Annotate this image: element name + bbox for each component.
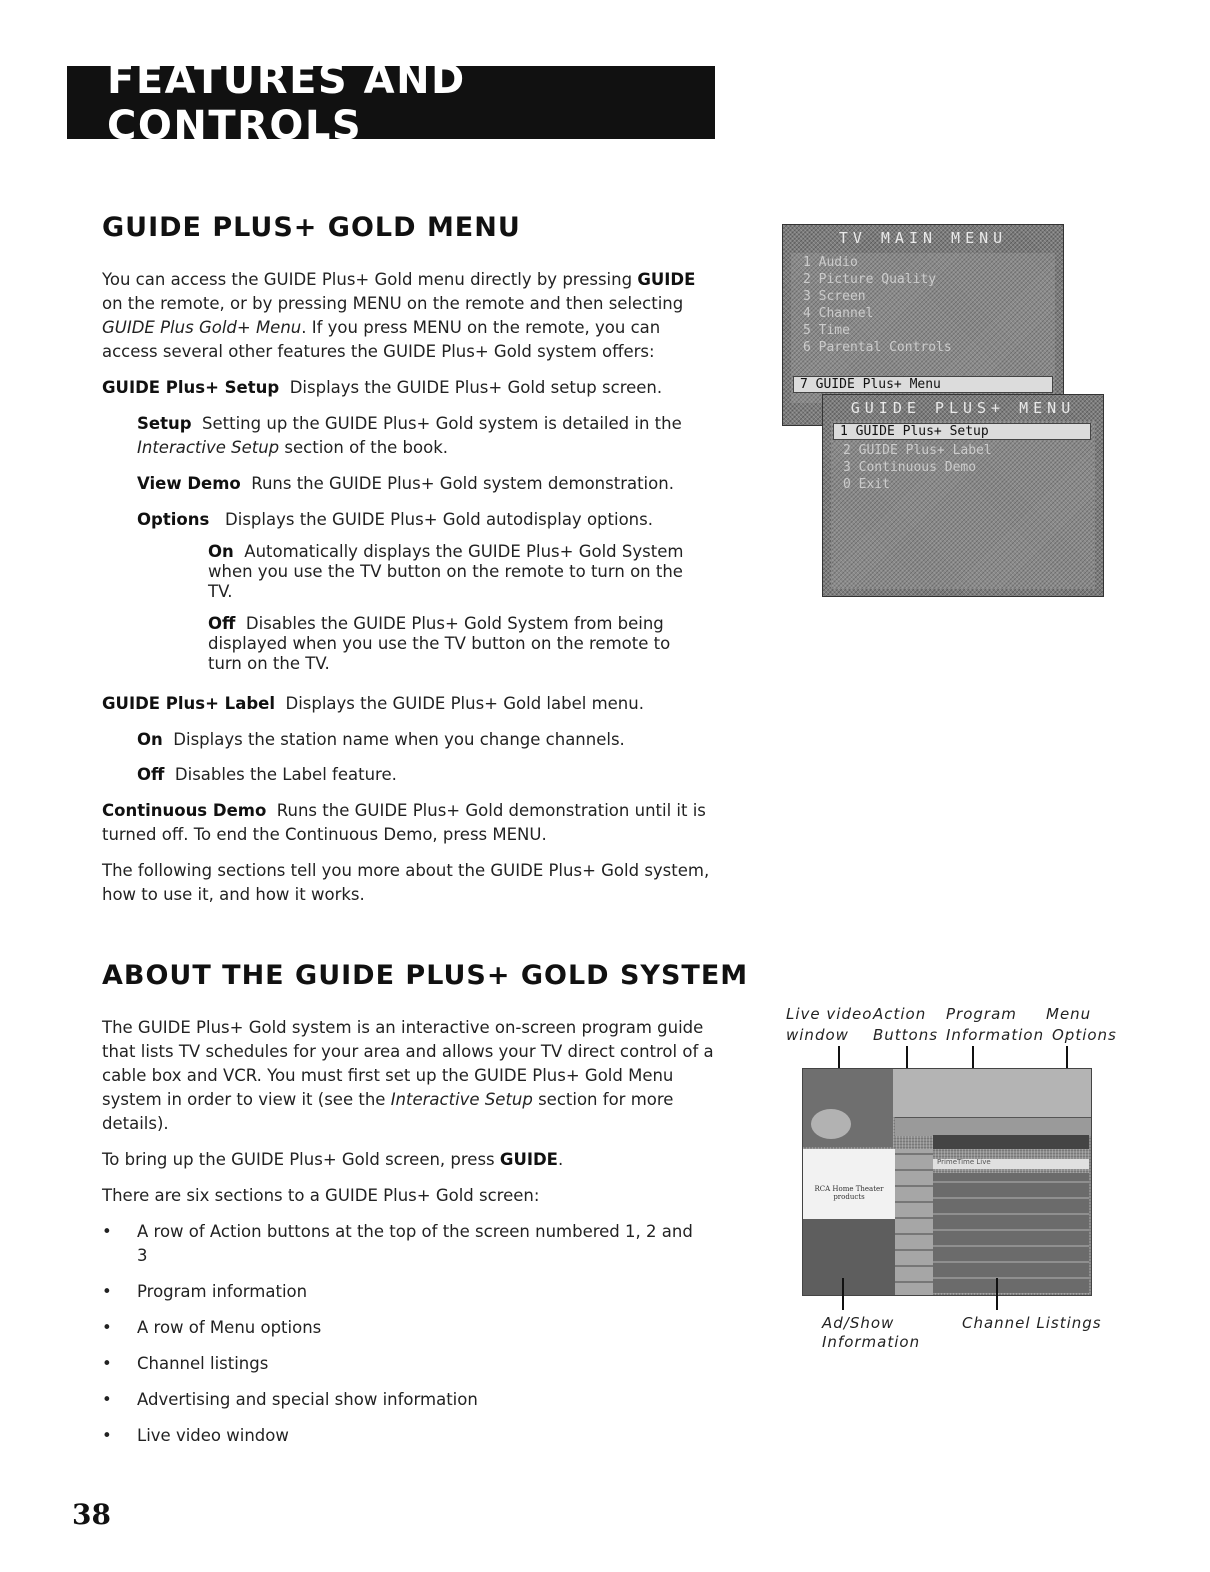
program-information-area [893, 1069, 1092, 1117]
channel-column [895, 1149, 933, 1296]
setup-sub-item: Setup Setting up the GUIDE Plus+ Gold system is detailed in the Interactive Setup section of the book. [137, 414, 682, 457]
label-information: Information [946, 1026, 1045, 1044]
label-off-item: Off Disables the Label feature. [137, 765, 397, 784]
bullet-icon: • [102, 1282, 112, 1301]
guide-plus-screenshot [802, 1068, 1092, 1296]
label-ad-show: Ad/Show [822, 1314, 895, 1332]
label-window: window [786, 1026, 849, 1044]
menu-options-row [895, 1117, 1091, 1136]
options-item: Options Displays the GUIDE Plus+ Gold autodisplay options. [137, 510, 653, 529]
following-paragraph: The following sections tell you more about the GUIDE Plus+ Gold system, how to use it, and how it works. [102, 861, 710, 904]
guide-plus-menu-list [831, 421, 1095, 589]
label-item: GUIDE Plus+ Label Displays the GUIDE Plus+ Gold label menu. [102, 694, 644, 713]
menu-item-selected: 1 GUIDE Plus+ Setup [833, 423, 1091, 440]
options-on-item: On Automatically displays the GUIDE Plus+ Gold System when you use the TV button on the remote to turn on the TV. [208, 542, 684, 601]
bullet-icon: • [102, 1318, 112, 1337]
guide-menu-heading: GUIDE PLUS+ GOLD MENU [102, 212, 521, 243]
six-sections-paragraph: There are six sections to a GUIDE Plus+ Gold screen: [102, 1186, 540, 1205]
list-item: Program information [137, 1282, 308, 1301]
label-ad-information: Information [822, 1333, 921, 1351]
label-menu: Menu [1046, 1005, 1092, 1023]
menu-item: 3 Screen [803, 289, 866, 304]
banner-title: FEATURES AND CONTROLS [107, 56, 466, 149]
menu-item-selected: 7 GUIDE Plus+ Menu [793, 376, 1053, 393]
label-channel-listings: Channel Listings [962, 1314, 1102, 1332]
label-options: Options [1052, 1026, 1117, 1044]
channel-listings [933, 1173, 1089, 1293]
tv-main-menu-list [791, 253, 1055, 403]
label-on-item: On Displays the station name when you change channels. [137, 730, 625, 749]
menu-item: 4 Channel [803, 306, 874, 321]
setup-item: GUIDE Plus+ Setup Displays the GUIDE Plus+ Gold setup screen. [102, 378, 663, 397]
leader-channel-listings [996, 1278, 998, 1310]
ad-show-information [803, 1149, 895, 1219]
primetime-row [933, 1159, 1089, 1169]
page-number: 38 [72, 1498, 111, 1531]
list-item: A row of Menu options [137, 1318, 322, 1337]
bullet-icon: • [102, 1222, 112, 1241]
menu-item: 2 Picture Quality [803, 272, 937, 287]
menu-item: 2 GUIDE Plus+ Label [843, 443, 992, 458]
bullet-icon: • [102, 1354, 112, 1373]
bullet-icon: • [102, 1426, 112, 1445]
menu-item: 5 Time [803, 323, 850, 338]
menu-item: 0 Exit [843, 477, 890, 492]
bullet-icon: • [102, 1390, 112, 1409]
label-live-video: Live video [786, 1005, 873, 1023]
about-paragraph: The GUIDE Plus+ Gold system is an interactive on-screen program guide that lists TV schedules for your area and allows your TV direct control of a cable box and VCR. You must first set up the GUIDE Plus+ Gold Menu system in order to view it (see the Interactive Setup section for more details). [102, 1018, 714, 1133]
list-item: A row of Action buttons at the top of the screen numbered 1, 2 and 3 [137, 1222, 693, 1265]
intro-paragraph: You can access the GUIDE Plus+ Gold menu directly by pressing GUIDE on the remote, or by pressing MENU on the remote and then selecting GUIDE Plus Gold+ Menu. If you press MENU on the remote, you can access several other features the GUIDE Plus+ Gold system offers: [102, 270, 696, 361]
label-program: Program [946, 1005, 1017, 1023]
primetime-text: PrimeTime Live [937, 1158, 991, 1166]
menu-item: 1 Audio [803, 255, 858, 270]
label-action: Action [873, 1005, 927, 1023]
view-demo-item: View Demo Runs the GUIDE Plus+ Gold system demonstration. [137, 474, 674, 493]
menu-options-bar [933, 1135, 1089, 1149]
ad-show-image [803, 1219, 895, 1296]
continuous-demo-item: Continuous Demo Runs the GUIDE Plus+ Gold demonstration until it is turned off. To end the Continuous Demo, press MENU. [102, 801, 706, 844]
live-video-window [803, 1069, 893, 1147]
ad-text: RCA Home Theater products [814, 1185, 884, 1201]
list-item: Advertising and special show information [137, 1390, 478, 1409]
menu-item: 6 Parental Controls [803, 340, 952, 355]
about-guide-heading: ABOUT THE GUIDE PLUS+ GOLD SYSTEM [102, 960, 749, 991]
guide-plus-menu-title: GUIDE PLUS+ MENU [850, 399, 1076, 417]
menu-item: 3 Continuous Demo [843, 460, 977, 475]
section-banner [67, 56, 715, 149]
list-item: Channel listings [137, 1354, 269, 1373]
bring-up-paragraph: To bring up the GUIDE Plus+ Gold screen, press GUIDE. [102, 1150, 564, 1169]
guide-plus-menu-screen [822, 394, 1104, 597]
video-shape [811, 1109, 851, 1139]
leader-ad-show [842, 1278, 844, 1310]
label-buttons: Buttons [873, 1026, 939, 1044]
list-item: Live video window [137, 1426, 289, 1445]
tv-main-menu-title: TV MAIN MENU [838, 229, 1008, 247]
options-off-item: Off Disables the GUIDE Plus+ Gold System from being displayed when you use the TV button on the remote to turn on the TV. [208, 614, 671, 673]
